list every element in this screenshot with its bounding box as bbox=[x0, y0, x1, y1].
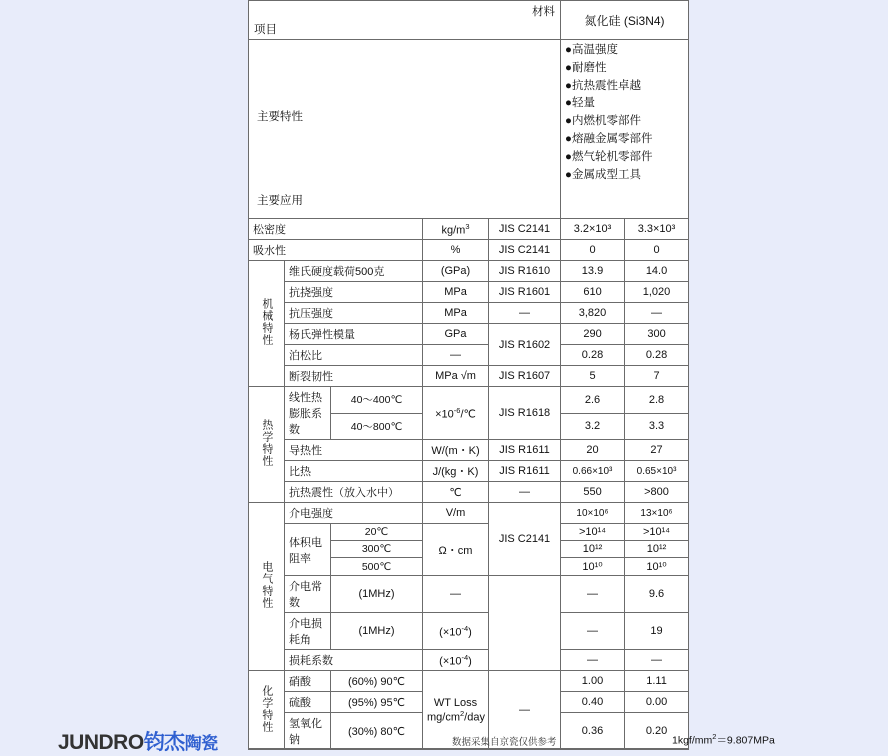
row-value-2: 300 bbox=[625, 324, 689, 345]
table-row bbox=[249, 440, 689, 461]
row-label-nitric: 硝酸 bbox=[285, 671, 331, 692]
group-label-mechanical-text: 机械特性 bbox=[260, 298, 273, 346]
row-value-2: 10¹² bbox=[625, 541, 689, 558]
row-label-water: 吸水性 bbox=[249, 240, 423, 261]
row-value-2: >10¹⁴ bbox=[625, 524, 689, 541]
row-value-2: 0.65×10³ bbox=[625, 461, 689, 482]
feature-item: ●轻量 bbox=[565, 97, 595, 110]
row-label-sulfuric: 硫酸 bbox=[285, 692, 331, 713]
row-label-dielectric: 介电强度 bbox=[285, 503, 423, 524]
row-unit-losscoef: $(\times 10^{-4})$ bbox=[423, 650, 489, 671]
feature-item: ●抗热震性卓越 bbox=[565, 79, 641, 92]
features-left-cell bbox=[249, 40, 561, 219]
row-value-1: 5 bbox=[561, 366, 625, 387]
application-item: ●熔融金属零部件 bbox=[565, 133, 653, 146]
row-cond-naoh: (30%) 80℃ bbox=[331, 713, 423, 750]
row-std-electric: JIS C2141 bbox=[489, 503, 561, 576]
row-std-chemical: — bbox=[489, 671, 561, 750]
row-unit-compress: MPa bbox=[423, 303, 489, 324]
row-value-1: >10¹⁴ bbox=[561, 524, 625, 541]
row-cond-permittivity: (1MHz) bbox=[331, 576, 423, 613]
row-value-1: 0.36 bbox=[561, 713, 625, 750]
row-subcond-expansion-1: 40～400℃ bbox=[331, 387, 423, 414]
row-label-bending: 抗挠强度 bbox=[285, 282, 423, 303]
feature-item: ●高温强度 bbox=[565, 44, 618, 56]
row-value-1: 3.2 bbox=[561, 413, 625, 440]
row-value-1: 0.28 bbox=[561, 345, 625, 366]
row-std-expansion: JIS R1618 bbox=[489, 387, 561, 440]
row-value-1: — bbox=[561, 650, 625, 671]
row-label-naoh: 氢氧化钠 bbox=[285, 713, 331, 750]
row-std-compress: — bbox=[489, 303, 561, 324]
row-label-expansion: 线性热膨胀系数 bbox=[285, 387, 331, 440]
row-value-1: 1.00 bbox=[561, 671, 625, 692]
row-value-2: >800 bbox=[625, 482, 689, 503]
table-row bbox=[249, 303, 689, 324]
row-value-2: 1.11 bbox=[625, 671, 689, 692]
group-label-electric-text: 电气特性 bbox=[260, 561, 273, 609]
row-label-losscoef: 损耗系数 bbox=[285, 650, 423, 671]
row-value-1: 0.40 bbox=[561, 692, 625, 713]
application-item: ●内燃机零部件 bbox=[565, 115, 641, 128]
row-value-2: 7 bbox=[625, 366, 689, 387]
row-unit-bending: MPa bbox=[423, 282, 489, 303]
row-label-thermshock: 抗热震性（放入水中） bbox=[285, 482, 423, 503]
row-value-1: 290 bbox=[561, 324, 625, 345]
table-row bbox=[249, 650, 689, 671]
row-value-1: 610 bbox=[561, 282, 625, 303]
features-list-cell bbox=[561, 40, 689, 219]
row-std-bending: JIS R1601 bbox=[489, 282, 561, 303]
row-value-2: 0 bbox=[625, 240, 689, 261]
feature-item: ●耐磨性 bbox=[565, 61, 607, 74]
table-row bbox=[249, 461, 689, 482]
row-value-1: 2.6 bbox=[561, 387, 625, 414]
row-value-2: 0.28 bbox=[625, 345, 689, 366]
application-item: ●燃气轮机零部件 bbox=[565, 150, 653, 163]
row-label-losstan: 介电损耗角 bbox=[285, 613, 331, 650]
brand-name-cn: 钧杰 bbox=[143, 731, 185, 754]
header-diagonal-cell bbox=[249, 1, 561, 40]
footer-note: 数据采集自京瓷仅供参考 bbox=[452, 737, 557, 748]
row-label-resistivity: 体积电阻率 bbox=[285, 524, 331, 576]
brand-name-en: JUNDRO bbox=[58, 731, 144, 754]
row-std-fracture: JIS R1607 bbox=[489, 366, 561, 387]
table-row bbox=[249, 524, 689, 541]
row-unit-expansion: $\times 10^{-6}/℃$ bbox=[423, 387, 489, 440]
row-value-2: — bbox=[625, 303, 689, 324]
table-row bbox=[249, 482, 689, 503]
row-value-1: 10¹² bbox=[561, 541, 625, 558]
row-value-2: 19 bbox=[625, 613, 689, 650]
row-value-2: 14.0 bbox=[625, 261, 689, 282]
table-row bbox=[249, 366, 689, 387]
row-label-fracture: 断裂韧性 bbox=[285, 366, 423, 387]
row-std-water: JIS C2141 bbox=[489, 240, 561, 261]
row-std-density: JIS C2141 bbox=[489, 219, 561, 240]
group-label-thermal bbox=[249, 387, 285, 503]
row-cond-nitric: (60%) 90℃ bbox=[331, 671, 423, 692]
application-item: ●金属成型工具 bbox=[565, 168, 641, 181]
row-unit-young: GPa bbox=[423, 324, 489, 345]
row-value-2: — bbox=[625, 650, 689, 671]
row-label-compress: 抗压强度 bbox=[285, 303, 423, 324]
table-header-row bbox=[249, 1, 689, 40]
material-spec-table bbox=[248, 0, 689, 750]
row-cond-losstan: (1MHz) bbox=[331, 613, 423, 650]
row-label-specheat: 比热 bbox=[285, 461, 423, 482]
table-row bbox=[249, 613, 689, 650]
row-unit-density: $kg/m^3$ bbox=[423, 219, 489, 240]
row-std-thermshock: — bbox=[489, 482, 561, 503]
row-unit-resistivity: Ω・cm bbox=[423, 524, 489, 576]
brand-suffix-cn: 陶瓷 bbox=[184, 734, 218, 753]
group-label-electric bbox=[249, 503, 285, 671]
row-unit-vickers: (GPa) bbox=[423, 261, 489, 282]
row-value-1: 0 bbox=[561, 240, 625, 261]
table-row bbox=[249, 324, 689, 345]
group-label-thermal-text: 热学特性 bbox=[260, 419, 273, 467]
table-row bbox=[249, 576, 689, 613]
spec-sheet bbox=[248, 0, 688, 750]
row-value-1: — bbox=[561, 576, 625, 613]
row-std-young: JIS R1602 bbox=[489, 324, 561, 366]
row-value-2: 9.6 bbox=[625, 576, 689, 613]
row-value-1: 0.66×10³ bbox=[561, 461, 625, 482]
row-value-1: 13.9 bbox=[561, 261, 625, 282]
row-value-2: 13×10⁶ bbox=[625, 503, 689, 524]
row-value-1: 550 bbox=[561, 482, 625, 503]
row-label-conduct: 导热性 bbox=[285, 440, 423, 461]
table-row bbox=[249, 503, 689, 524]
header-row-label: 项目 bbox=[254, 24, 277, 36]
group-label-chemical-text: 化学特性 bbox=[260, 684, 273, 733]
row-value-2: 0.20 bbox=[625, 713, 689, 750]
row-subcond-resistivity-300: 300℃ bbox=[331, 541, 423, 558]
row-unit-permittivity: — bbox=[423, 576, 489, 613]
row-label-vickers: 维氏硬度载荷500克 bbox=[285, 261, 423, 282]
group-label-chemical bbox=[249, 671, 285, 750]
row-unit-dielectric: V/m bbox=[423, 503, 489, 524]
main-applications-label: 主要应用 bbox=[257, 195, 303, 207]
row-unit-conduct: W/(m・K) bbox=[423, 440, 489, 461]
row-subcond-resistivity-20: 20℃ bbox=[331, 524, 423, 541]
row-unit-fracture: MPa √m bbox=[423, 366, 489, 387]
footer-conversion-note: $1kgf/mm^2=9.807MPa$ bbox=[672, 732, 775, 747]
row-value-1: 3,820 bbox=[561, 303, 625, 324]
table-row bbox=[249, 219, 689, 240]
table-row bbox=[249, 282, 689, 303]
row-std-specheat: JIS R1611 bbox=[489, 461, 561, 482]
row-unit-thermshock: ℃ bbox=[423, 482, 489, 503]
main-characteristics-label: 主要特性 bbox=[257, 111, 303, 123]
table-row bbox=[249, 240, 689, 261]
header-material-name: 氮化硅 (Si3N4) bbox=[561, 1, 689, 40]
row-value-1: — bbox=[561, 613, 625, 650]
row-label-permittivity: 介电常数 bbox=[285, 576, 331, 613]
brand-logo bbox=[58, 726, 218, 756]
row-value-2: 2.8 bbox=[625, 387, 689, 414]
row-unit-poisson: — bbox=[423, 345, 489, 366]
row-value-1: 3.2×10³ bbox=[561, 219, 625, 240]
row-std-conduct: JIS R1611 bbox=[489, 440, 561, 461]
footer-divider bbox=[248, 748, 688, 749]
table-row bbox=[249, 671, 689, 692]
row-label-young: 杨氏弹性模量 bbox=[285, 324, 423, 345]
row-value-2: 3.3×10³ bbox=[625, 219, 689, 240]
row-cond-sulfuric: (95%) 95℃ bbox=[331, 692, 423, 713]
row-subcond-expansion-2: 40～800℃ bbox=[331, 413, 423, 440]
row-label-density: 松密度 bbox=[249, 219, 423, 240]
row-unit-losstan: $(\times 10^{-4})$ bbox=[423, 613, 489, 650]
row-unit-chemical: WT Loss $mg/cm^2$/day bbox=[423, 671, 489, 750]
row-unit-water: % bbox=[423, 240, 489, 261]
features-row bbox=[249, 40, 689, 219]
table-row bbox=[249, 345, 689, 366]
row-value-2: 27 bbox=[625, 440, 689, 461]
row-value-2: 10¹⁰ bbox=[625, 558, 689, 576]
row-value-1: 20 bbox=[561, 440, 625, 461]
row-value-2: 0.00 bbox=[625, 692, 689, 713]
group-label-mechanical bbox=[249, 261, 285, 387]
row-subcond-resistivity-500: 500℃ bbox=[331, 558, 423, 576]
row-value-1: 10×10⁶ bbox=[561, 503, 625, 524]
row-value-2: 1,020 bbox=[625, 282, 689, 303]
header-material-label: 材料 bbox=[532, 6, 556, 18]
row-unit-specheat: J/(kg・K) bbox=[423, 461, 489, 482]
table-row bbox=[249, 261, 689, 282]
table-row bbox=[249, 387, 689, 414]
row-value-1: 10¹⁰ bbox=[561, 558, 625, 576]
row-std-vickers: JIS R1610 bbox=[489, 261, 561, 282]
row-std-electric-2 bbox=[489, 576, 561, 671]
row-label-poisson: 泊松比 bbox=[285, 345, 423, 366]
row-value-2: 3.3 bbox=[625, 413, 689, 440]
